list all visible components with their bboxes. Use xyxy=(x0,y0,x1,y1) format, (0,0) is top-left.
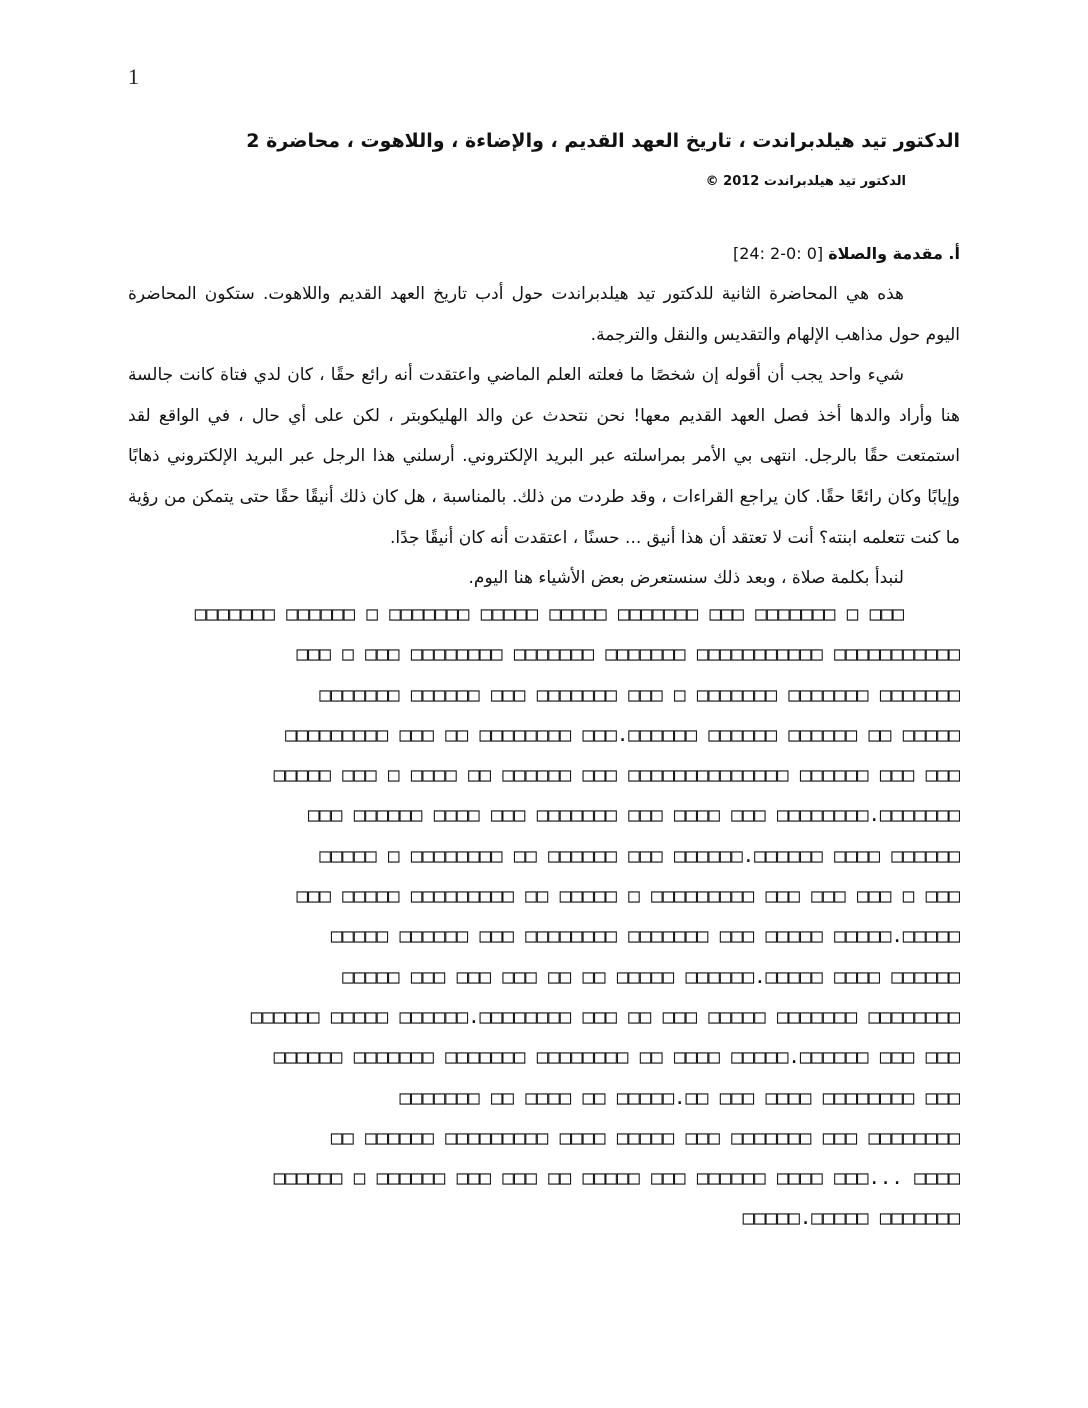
garbled-line: □□□□□□□□ □□□ □□□□□□□ □□□ □□□□□ □□□□ □□□□□□□□□ □□□□□□ □□ xyxy=(330,1126,960,1149)
paragraph: لنبدأ بكلمة صلاة ، وبعد ذلك سنستعرض بعض الأشياء هنا اليوم. xyxy=(468,568,904,589)
garbled-line: □□□□□ □□ □□□□□□ □□□□□□ □□□□□□.□□□ □□□□□□□□ □□ □□□ □□□□□□□□□ xyxy=(285,723,960,746)
paragraph: شيء واحد يجب أن أقوله إن شخصًا ما فعلته العلم الماضي واعتقدت أنه رائع حقًا ، كان لدي فتاة كانت جالسة هنا وأراد والدها أخذ فصل العهد القديم معها! نحن نتحدث عن والد الهليكوبتر ، لكن على أي حال ، في الواقع لقد استمتعت حقًا بالرجل. انتهى بي الأمر بمراسلته عبر البريد الإلكتروني. أرسلني هذا الرجل عبر البريد الإلكتروني ذهابًا وإيابًا وكان رائعًا حقًا. كان يراجع القراءات ، وقد طردت من ذلك. بالمناسبة ، هل كان ذلك أنيقًا حقًا حتى يتمكن من رؤية ما كنت تتعلمه ابنته؟ أنت لا تعتقد أن هذا أنيق ... حسنًا ، اعتقدت أنه كان أنيقًا جدًا. xyxy=(128,365,960,548)
copyright-line: الدكتور تيد هيلدبراندت 2012 © xyxy=(705,174,906,189)
garbled-line: □□□ □□□ □□□□□□.□□□□□ □□□□ □□ □□□□□□□□ □□□□□□□ □□□□□□□ □□□□□□ xyxy=(273,1046,960,1069)
garbled-line: □□□□□□□□ □□□□□□□ □□□□□ □□□ □□ □□□ □□□□□□□□.□□□□□□ □□□□□ □□□□□□ xyxy=(250,1005,960,1028)
garbled-line: □□□ □□□□□□□□ □□□□ □□□ □□.□□□□□ □□ □□□□ □□ □□□□□□□ xyxy=(399,1086,960,1109)
garbled-line: □□□□□□ □□□□ □□□□□.□□□□□□ □□□□□ □□ □□ □□□ □□□ □□□ □□□□□ xyxy=(342,965,960,988)
garbled-line: □□□□□□□□□□□ □□□□□□□□□□□ □□□□□□□ □□□□□□□ □□□□□□□□ □□□ □ □□□ xyxy=(296,643,960,666)
garbled-line: □□□□□□ □□□□ □□□□□□.□□□□□□ □□□ □□□□□□ □□ □□□□□□□□ □ □□□□□ xyxy=(319,844,960,867)
garbled-line: □□□□ ...□□□ □□□□ □□□□□□ □□□ □□□□□ □□ □□□ □□□ □□□□□□ □ □□□□□□ xyxy=(273,1167,960,1190)
garbled-line: □□□□□□□.□□□□□□□□ □□□ □□□□ □□□ □□□□□□□ □□□ □□□□ □□□□□□ □□□ xyxy=(307,804,960,827)
body-text xyxy=(128,274,960,599)
garbled-line: □□□ □□□ □□□□□□ □□□□□□□□□□□□□□ □□□ □□□□□□ □□ □□□□ □ □□□ □□□□□ xyxy=(273,764,960,787)
document-title: الدكتور تيد هيلدبراندت ، تاريخ العهد القديم ، والإضاءة ، واللاهوت ، محاضرة 2 xyxy=(246,130,960,152)
garbled-line: □□□□□□□ □□□□□.□□□□□ xyxy=(742,1207,960,1230)
section-timestamp: [0 :0-2 :24] xyxy=(732,244,824,263)
unrendered-glyph-block xyxy=(128,594,960,1239)
garbled-line: □□□□□□□ □□□□□□□ □□□□□□□ □ □□□ □□□□□□□ □□□ □□□□□□ □□□□□□□ xyxy=(319,683,960,706)
section-heading xyxy=(128,240,960,268)
page-number: 1 xyxy=(128,64,139,89)
section-heading-text: أ. مقدمة والصلاة xyxy=(828,244,960,263)
garbled-line: □□□ □ □□□ □□□ □□□ □□□□□□□□□ □ □□□□□ □□ □□□□□□□□□ □□□□□ □□□ xyxy=(296,885,960,908)
garbled-line: □□□□□.□□□□□ □□□□□ □□□ □□□□□□□ □□□□□□□□ □□□ □□□□□□ □□□□□ xyxy=(330,925,960,948)
garbled-line: □□□ □ □□□□□□□ □□□ □□□□□□□ □□□□□ □□□□□ □□□□□□□ □ □□□□□□ □□□□□□□ xyxy=(194,603,904,625)
paragraph: هذه هي المحاضرة الثانية للدكتور تيد هيلدبراندت حول أدب تاريخ العهد القديم واللاهوت. ستكون المحاضرة اليوم حول مذاهب الإلهام والتقديس والنقل والترجمة. xyxy=(128,284,960,345)
